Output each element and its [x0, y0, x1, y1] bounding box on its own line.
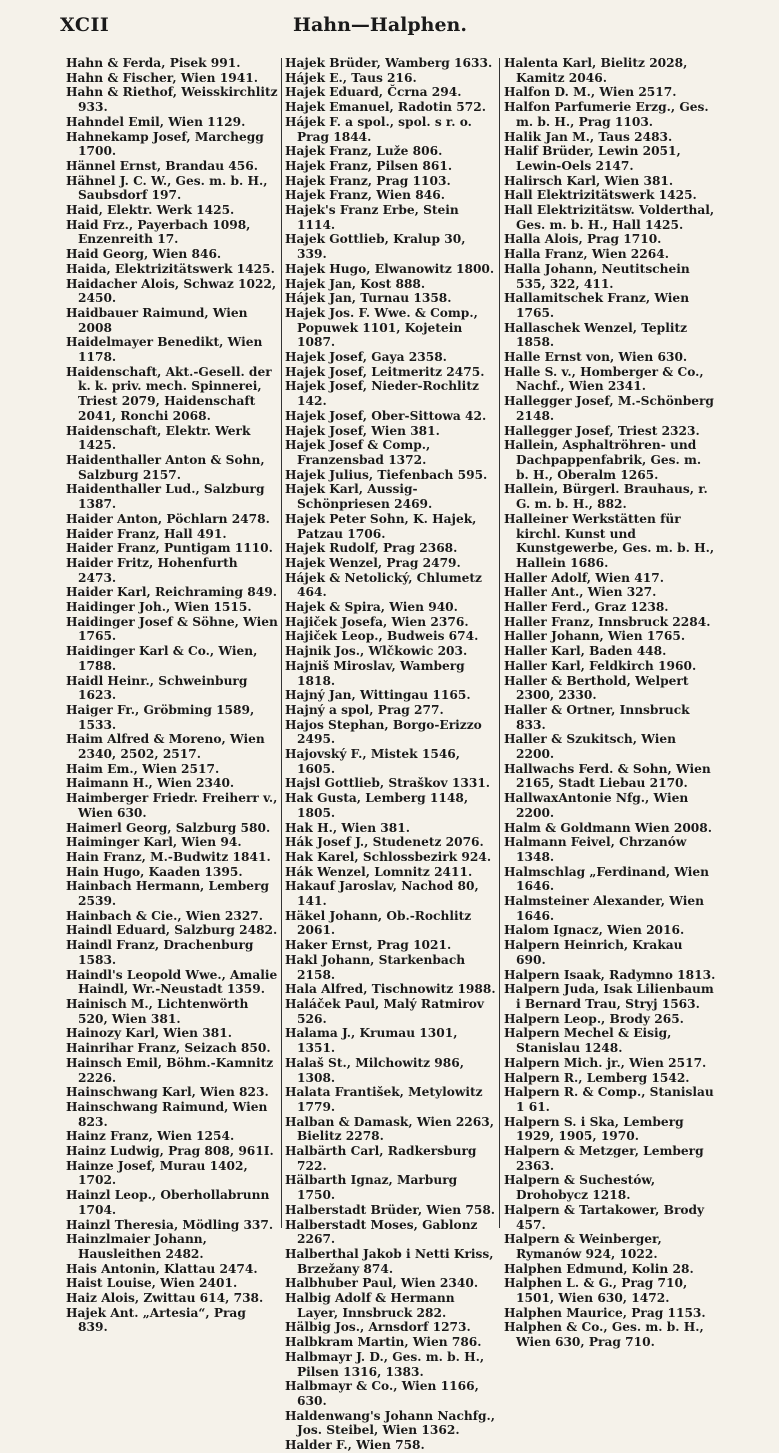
directory-entry: Haida, Elektrizitätswerk 1425.: [66, 261, 275, 276]
directory-entry: Hajek Josef, Leitmeritz 2475.: [285, 364, 485, 379]
directory-entry: Hajniš Miroslav, Wamberg 1818.: [285, 658, 465, 688]
directory-entry: Haidenschaft, Elektr. Werk 1425.: [66, 423, 251, 453]
directory-entry: Halberthal Jakob i Netti Kriss, Brzežany 874.: [285, 1246, 494, 1276]
directory-entry: Hajek Franz, Luže 806.: [285, 144, 443, 159]
directory-entry: Hájek F. a spol., spol. s r. o. Prag 1844.: [285, 114, 472, 144]
directory-entry: Halama J., Krumau 1301, 1351.: [285, 1026, 458, 1056]
directory-entry: Haider Franz, Puntigam 1110.: [66, 541, 273, 556]
directory-entry: Hälbarth Ignaz, Marburg 1750.: [285, 1173, 458, 1203]
directory-entry: Haid Georg, Wien 846.: [66, 247, 222, 262]
directory-entry: Haist Louise, Wien 2401.: [66, 1276, 238, 1291]
directory-entry: Halmann Feivel, Chrzanów 1348.: [504, 835, 687, 864]
directory-entry: Halirsch Karl, Wien 381.: [504, 173, 674, 188]
directory-entry: Hajek Gottlieb, Kralup 30, 339.: [285, 232, 466, 262]
directory-entry: Hajek Wenzel, Prag 2479.: [285, 555, 461, 570]
directory-entry: Haid Frz., Payerbach 1098, Enzenreith 17.: [66, 217, 251, 247]
directory-entry: Halbmayr & Co., Wien 1166, 630.: [285, 1379, 479, 1408]
directory-entry: Hainz Franz, Wien 1254.: [66, 1129, 235, 1144]
directory-entry: Hájek E., Taus 216.: [285, 70, 417, 85]
directory-entry: Haider Anton, Pöchlarn 2478.: [66, 511, 270, 526]
directory-entry: Hajný a spol, Prag 277.: [285, 702, 444, 717]
directory-entry: Hainzl Theresia, Mödling 337.: [66, 1217, 274, 1232]
directory-entry: Hajek & Spira, Wien 940.: [285, 600, 458, 615]
directory-entry: Halder F., Wien 758.: [285, 1438, 425, 1453]
directory-entry: Haimann H., Wien 2340.: [66, 776, 235, 791]
directory-entry: Hajek Josef, Ober-Sittowa 42.: [285, 408, 487, 423]
directory-entry: Hainozy Karl, Wien 381.: [66, 1026, 232, 1041]
directory-entry: Hall Elektrizitätsw. Volderthal, Ges. m. b. H., Hall 1425.: [504, 203, 715, 232]
directory-entry: Hák Josef J., Studenetz 2076.: [285, 835, 484, 850]
directory-entry: Haidl Heinr., Schweinburg 1623.: [66, 673, 248, 703]
directory-entry: Halpern & Weinberger, Rymanów 924, 1022.: [504, 1232, 662, 1261]
directory-entry: Hainz Ludwig, Prag 808, 961I.: [66, 1144, 274, 1159]
directory-entry: Hák Wenzel, Lomnitz 2411.: [285, 864, 473, 879]
directory-entry: Haller Adolf, Wien 417.: [504, 570, 664, 585]
directory-entry: Halla Franz, Wien 2264.: [504, 247, 669, 262]
directory-entry: Hajek Josef, Nieder-Rochlitz 142.: [285, 379, 479, 409]
directory-entry: Haim Em., Wien 2517.: [66, 761, 220, 776]
directory-entry: Hännel Ernst, Brandau 456.: [66, 158, 258, 173]
directory-entry: Halpern Mechel & Eisig, Stanislau 1248.: [504, 1026, 672, 1056]
directory-entry: Haimberger Friedr. Freiherr v., Wien 630.: [66, 791, 278, 820]
directory-entry: Halmsteiner Alexander, Wien 1646.: [504, 894, 704, 923]
directory-entry: Hakauf Jaroslav, Nachod 80, 141.: [285, 879, 479, 909]
directory-entry: Halif Brüder, Lewin 2051, Lewin-Oels 2147.: [504, 144, 681, 173]
directory-entry: Hallaschek Wenzel, Teplitz 1858.: [504, 320, 688, 350]
directory-entry: Hall Elektrizitätswerk 1425.: [504, 188, 697, 203]
directory-entry: Hajek Karl, Aussig-Schönpriesen 2469.: [285, 482, 433, 512]
directory-entry: Halpern R., Lemberg 1542.: [504, 1070, 690, 1085]
directory-entry: Hajek Hugo, Elwanowitz 1800.: [285, 261, 495, 276]
directory-entry: Halle S. v., Homberger & Co., Nachf., Wien 2341.: [504, 364, 704, 394]
directory-entry: Hajek Brüder, Wamberg 1633.: [285, 56, 493, 70]
directory-entry: Hak H., Wien 381.: [285, 820, 410, 835]
directory-entry: Halaš St., Milchowitz 986, 1308.: [285, 1055, 464, 1085]
directory-entry: Hallwachs Ferd. & Sohn, Wien 2165, Stadt Liebau 2170.: [504, 761, 711, 791]
directory-entry: Hajek Peter Sohn, K. Hajek, Patzau 1706.: [285, 511, 477, 541]
directory-entry: Hain Hugo, Kaaden 1395.: [66, 864, 243, 879]
directory-entry: Haidenthaller Anton & Sohn, Salzburg 2157.: [66, 452, 265, 482]
directory-entry: Halleiner Werkstätten für kirchl. Kunst und Kunstgewerbe, Ges. m. b. H., Hallein 1686.: [504, 511, 715, 570]
directory-entry: Halpern Heinrich, Krakau 690.: [504, 938, 683, 967]
directory-entry: Hahndel Emil, Wien 1129.: [66, 114, 246, 129]
directory-entry: Halbig Adolf & Hermann Layer, Innsbruck 282.: [285, 1291, 455, 1320]
directory-entry: Hajek Emanuel, Radotin 572.: [285, 100, 486, 115]
directory-entry: Haller & Szukitsch, Wien 2200.: [504, 732, 676, 762]
directory-entry: Hainbach Hermann, Lemberg 2539.: [66, 879, 269, 909]
directory-entry: Halpern Mich. jr., Wien 2517.: [504, 1055, 707, 1070]
directory-entry: Haller Karl, Baden 448.: [504, 644, 667, 659]
directory-entry: Haiger Fr., Gröbming 1589, 1533.: [66, 702, 255, 732]
directory-entry: Halpern & Tartakower, Brody 457.: [504, 1202, 705, 1232]
directory-entry: Hainze Josef, Murau 1402, 1702.: [66, 1158, 248, 1188]
directory-entry: Hajek Franz, Prag 1103.: [285, 173, 451, 188]
directory-entry: Haider Franz, Hall 491.: [66, 526, 227, 541]
directory-entry: Haidacher Alois, Schwaz 1022, 2450.: [66, 276, 277, 306]
running-title: Hahn—Halphen.: [293, 14, 467, 36]
directory-entry: Hajovský F., Mistek 1546, 1605.: [285, 747, 461, 776]
directory-entry: Halpern S. i Ska, Lemberg 1929, 1905, 1970.: [504, 1114, 684, 1144]
directory-entry: Haidelmayer Benedikt, Wien 1178.: [66, 335, 263, 365]
directory-entry: Haller & Ortner, Innsbruck 833.: [504, 702, 690, 732]
directory-entry: Hajiček Leop., Budweis 674.: [285, 629, 479, 644]
directory-entry: Halphen Edmund, Kolin 28.: [504, 1261, 694, 1276]
directory-entry: Haindl Franz, Drachenburg 1583.: [66, 938, 254, 967]
directory-entry: Hajnik Jos., Wlčkowic 203.: [285, 644, 468, 659]
directory-entry: Hajos Stephan, Borgo-Erizzo 2495.: [285, 717, 482, 747]
directory-entry: Haller Johann, Wien 1765.: [504, 629, 686, 644]
directory-entry: Halfon Parfumerie Erzg., Ges. m. b. H., Prag 1103.: [504, 100, 709, 129]
directory-entry: Halmschlag „Ferdinand, Wien 1646.: [504, 864, 710, 894]
directory-entry: Hainzl Leop., Oberhollabrunn 1704.: [66, 1188, 270, 1217]
directory-entry: Hallegger Josef, M.-Schönberg 2148.: [504, 394, 714, 423]
directory-entry: Haidinger Joh., Wien 1515.: [66, 600, 252, 615]
directory-entry: Hallein, Asphaltröhren- und Dachpappenfabrik, Ges. m. b. H., Oberalm 1265.: [504, 438, 702, 482]
directory-entry: Hala Alfred, Tischnowitz 1988.: [285, 982, 496, 997]
directory-entry: Hälbig Jos., Arnsdorf 1273.: [285, 1320, 471, 1335]
directory-entry: Hainbach & Cie., Wien 2327.: [66, 908, 264, 923]
directory-entry: Halla Johann, Neutitschein 535, 322, 411.: [504, 261, 690, 291]
column-middle: [285, 56, 497, 1453]
directory-entry: Halpern R. & Comp., Stanislau 1 61.: [504, 1085, 714, 1114]
directory-entry: Hakl Johann, Starkenbach 2158.: [285, 952, 466, 982]
directory-entry: Halata František, Metylowitz 1779.: [285, 1085, 483, 1114]
directory-entry: Halpern Isaak, Radymno 1813.: [504, 967, 716, 982]
directory-entry: Hallamitschek Franz, Wien 1765.: [504, 291, 690, 320]
directory-entry: Halphen L. & G., Prag 710, 1501, Wien 630, 1472.: [504, 1276, 688, 1306]
directory-entry: Haidenschaft, Akt.-Gesell. der k. k. priv. mech. Spinnerei, Triest 2079, Haidenschaft 2041, Ronchi 2068.: [66, 364, 272, 423]
directory-entry: Halenta Karl, Bielitz 2028, Kamitz 2046.: [504, 56, 688, 85]
directory-entry: Haidinger Karl & Co., Wien, 1788.: [66, 644, 258, 673]
directory-entry: Hajsl Gottlieb, Straškov 1331.: [285, 776, 491, 791]
directory-entry: Halpern Juda, Isak Lilienbaum i Bernard Trau, Stryj 1563.: [504, 982, 714, 1011]
directory-entry: Halle Ernst von, Wien 630.: [504, 350, 688, 365]
directory-entry: Haider Karl, Reichraming 849.: [66, 585, 277, 600]
directory-entry: Hallein, Bürgerl. Brauhaus, r. G. m. b. H., 882.: [504, 482, 708, 512]
directory-entry: Haller Ferd., Graz 1238.: [504, 600, 669, 615]
directory-entry: Hajný Jan, Wittingau 1165.: [285, 688, 471, 703]
directory-entry: Hallegger Josef, Triest 2323.: [504, 423, 700, 438]
directory-entry: Haller Franz, Innsbruck 2284.: [504, 614, 711, 629]
directory-entry: Hahnekamp Josef, Marchegg 1700.: [66, 129, 264, 159]
directory-entry: Halik Jan M., Taus 2483.: [504, 129, 673, 144]
directory-entry: Halban & Damask, Wien 2263, Bielitz 2278.: [285, 1114, 494, 1144]
directory-entry: Hajek Julius, Tiefenbach 595.: [285, 467, 488, 482]
directory-entry: Hak Gusta, Lemberg 1148, 1805.: [285, 791, 469, 820]
directory-entry: Hain Franz, M.-Budwitz 1841.: [66, 849, 271, 864]
directory-entry: Haldenwang's Johann Nachfg., Jos. Steibel, Wien 1362.: [285, 1408, 495, 1438]
directory-entry: Halphen Maurice, Prag 1153.: [504, 1305, 706, 1320]
directory-entry: HallwaxAntonie Nfg., Wien 2200.: [504, 791, 689, 820]
directory-entry: Haimerl Georg, Salzburg 580.: [66, 820, 271, 835]
directory-entry: Haidenthaller Lud., Salzburg 1387.: [66, 482, 265, 512]
directory-entry: Halberstadt Brüder, Wien 758.: [285, 1202, 496, 1217]
directory-entry: Haller Ant., Wien 327.: [504, 585, 657, 600]
directory-entry: Haid, Elektr. Werk 1425.: [66, 203, 235, 218]
column-right: [504, 56, 716, 1350]
directory-entry: Hainzlmaier Johann, Hausleithen 2482.: [66, 1232, 207, 1261]
directory-entry: Haláček Paul, Malý Ratmirov 526.: [285, 997, 484, 1026]
directory-entry: Hainschwang Raimund, Wien 823.: [66, 1099, 268, 1129]
directory-entry: Haindl Eduard, Salzburg 2482.: [66, 923, 278, 938]
directory-entry: Hajek Josef, Gaya 2358.: [285, 350, 447, 365]
directory-entry: Hainisch M., Lichtenwörth 520, Wien 381.: [66, 997, 249, 1026]
directory-entry: Halbkram Martin, Wien 786.: [285, 1335, 482, 1350]
directory-entry: Hähnel J. C. W., Ges. m. b. H., Saubsdorf 197.: [66, 173, 268, 203]
page-header: [0, 0, 779, 48]
column-divider: [499, 58, 500, 1228]
directory-entry: Halpern & Suchestów, Drohobycz 1218.: [504, 1173, 656, 1203]
directory-entry: Hainschwang Karl, Wien 823.: [66, 1085, 269, 1100]
directory-entry: Hajek's Franz Erbe, Stein 1114.: [285, 203, 459, 232]
directory-entry: Hájek Jan, Turnau 1358.: [285, 291, 452, 306]
directory-entry: Hahn & Riethof, Weisskirchlitz 933.: [66, 85, 278, 115]
directory-entry: Hajek Jos. F. Wwe. & Comp., Popuwek 1101, Kojetein 1087.: [285, 305, 478, 350]
directory-entry: Hak Karel, Schlossbezirk 924.: [285, 849, 492, 864]
directory-entry: Haim Alfred & Moreno, Wien 2340, 2502, 2517.: [66, 732, 265, 762]
directory-entry: Haider Fritz, Hohenfurth 2473.: [66, 555, 238, 585]
directory-entry: Halpern & Metzger, Lemberg 2363.: [504, 1144, 704, 1173]
directory-entry: Haiminger Karl, Wien 94.: [66, 835, 242, 850]
directory-entry: Hajek Josef, Wien 381.: [285, 423, 440, 438]
directory-entry: Hajek Jan, Kost 888.: [285, 276, 426, 291]
directory-entry: Haller & Berthold, Welpert 2300, 2330.: [504, 673, 689, 703]
directory-entry: Hajek Rudolf, Prag 2368.: [285, 541, 458, 556]
column-divider: [281, 58, 282, 1228]
directory-entry: Halm & Goldmann Wien 2008.: [504, 820, 712, 835]
directory-entry: Halpern Leop., Brody 265.: [504, 1011, 684, 1026]
directory-entry: Hajiček Josefa, Wien 2376.: [285, 614, 469, 629]
directory-entry: Hainrihar Franz, Seizach 850.: [66, 1041, 271, 1056]
directory-entry: Hajek Franz, Wien 846.: [285, 188, 445, 203]
directory-entry: Hais Antonin, Klattau 2474.: [66, 1261, 258, 1276]
directory-entry: Haindl's Leopold Wwe., Amalie Haindl, Wr.-Neustadt 1359.: [66, 967, 278, 997]
directory-entry: Haiz Alois, Zwittau 614, 738.: [66, 1291, 264, 1306]
directory-entry: Hajek Franz, Pilsen 861.: [285, 158, 453, 173]
directory-entry: Haller Karl, Feldkirch 1960.: [504, 658, 697, 673]
directory-entry: Haidinger Josef & Söhne, Wien 1765.: [66, 614, 278, 644]
directory-entry: Hahn & Ferda, Pisek 991.: [66, 56, 241, 70]
directory-entry: Hajek Eduard, Čcrna 294.: [285, 85, 462, 100]
directory-entry: Häkel Johann, Ob.-Rochlitz 2061.: [285, 908, 472, 938]
directory-entry: Haidbauer Raimund, Wien 2008: [66, 305, 248, 335]
directory-entry: Haker Ernst, Prag 1021.: [285, 938, 452, 953]
directory-entry: Halberstadt Moses, Gablonz 2267.: [285, 1217, 478, 1247]
directory-entry: Halbmayr J. D., Ges. m. b. H., Pilsen 1316, 1383.: [285, 1349, 485, 1379]
directory-entry: Hajek Ant. „Artesia“, Prag 839.: [66, 1305, 246, 1335]
directory-entry: Hainsch Emil, Böhm.-Kamnitz 2226.: [66, 1055, 274, 1085]
directory-entry: Hájek & Netolický, Chlumetz 464.: [285, 570, 482, 600]
column-left: [66, 56, 278, 1335]
directory-entry: Halbhuber Paul, Wien 2340.: [285, 1276, 479, 1291]
directory-entry: Halla Alois, Prag 1710.: [504, 232, 662, 247]
directory-entry: Halbärth Carl, Radkersburg 722.: [285, 1144, 477, 1173]
directory-entry: Halom Ignacz, Wien 2016.: [504, 923, 685, 938]
directory-entry: Hahn & Fischer, Wien 1941.: [66, 70, 258, 85]
directory-entry: Halfon D. M., Wien 2517.: [504, 85, 677, 100]
directory-entry: Halphen & Co., Ges. m. b. H., Wien 630, Prag 710.: [504, 1320, 704, 1350]
page-number: XCII: [60, 14, 110, 36]
directory-entry: Hajek Josef & Comp., Franzensbad 1372.: [285, 438, 431, 467]
